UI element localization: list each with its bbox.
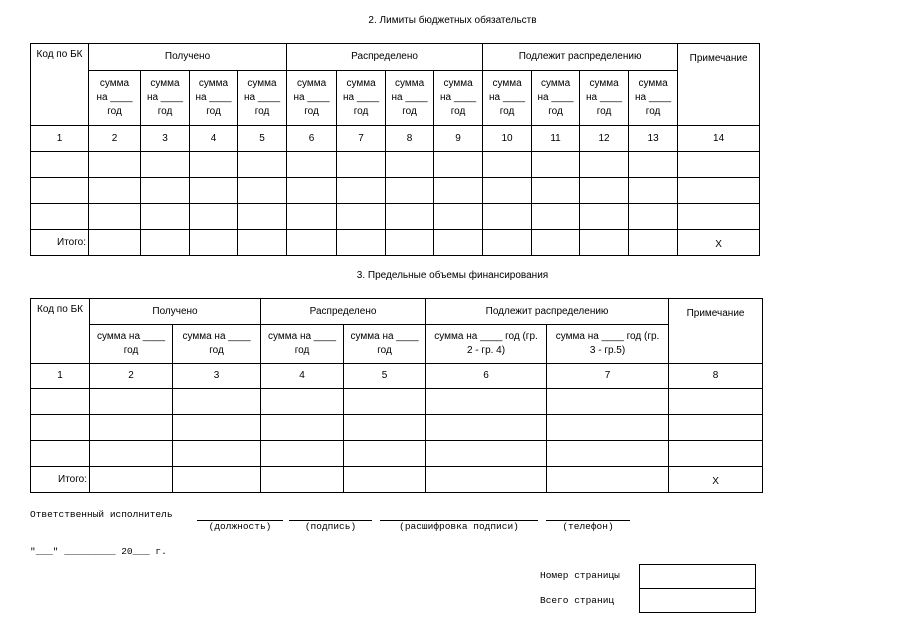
subheader-cell: сумма на ____ год xyxy=(532,71,580,126)
caption-phone: (телефон) xyxy=(562,521,614,532)
section3-title: 3. Предельные объемы финансирования xyxy=(356,270,549,281)
subheader-cell: сумма на ____ год xyxy=(629,71,678,126)
col-group-received: Получено xyxy=(89,44,287,71)
total-row xyxy=(31,230,760,256)
subheader-cell: сумма на ____ год (гр. 2 - гр. 4) xyxy=(426,325,547,364)
col-header-note: Примечание xyxy=(678,44,760,126)
column-number: 5 xyxy=(344,364,426,389)
column-number: 7 xyxy=(547,364,669,389)
column-number: 12 xyxy=(580,126,629,152)
column-number: 4 xyxy=(190,126,238,152)
page-number-box[interactable] xyxy=(639,564,756,589)
col-group-distributed: Распределено xyxy=(261,299,426,325)
column-number: 11 xyxy=(532,126,580,152)
responsible-label: Ответственный исполнитель xyxy=(30,509,173,520)
column-number: 7 xyxy=(337,126,386,152)
col-header-code: Код по БК xyxy=(31,299,90,364)
column-number: 3 xyxy=(173,364,261,389)
subheader-cell: сумма на ____ год xyxy=(386,71,434,126)
subheader-cell: сумма на ____ год xyxy=(238,71,287,126)
total-label: Итого: xyxy=(31,467,90,493)
caption-position: (должность) xyxy=(208,521,272,532)
col-group-distributed: Распределено xyxy=(287,44,483,71)
column-number-row xyxy=(31,126,760,152)
column-number-row xyxy=(31,364,763,389)
column-number: 6 xyxy=(287,126,337,152)
column-number: 13 xyxy=(629,126,678,152)
column-number: 14 xyxy=(678,126,760,152)
subheader-cell: сумма на ____ год xyxy=(434,71,483,126)
total-row xyxy=(31,467,763,493)
subheader-cell: сумма на ____ год xyxy=(287,71,337,126)
subheader-cell: сумма на ____ год xyxy=(90,325,173,364)
financing-volumes-table xyxy=(30,298,763,493)
col-group-received: Получено xyxy=(90,299,261,325)
table-row xyxy=(31,441,763,467)
subheader-cell: сумма на ____ год xyxy=(337,71,386,126)
total-note: X xyxy=(678,230,760,256)
column-number: 1 xyxy=(31,364,90,389)
subheader-cell: сумма на ____ год xyxy=(344,325,426,364)
subheader-cell: сумма на ____ год xyxy=(141,71,190,126)
table-row xyxy=(31,152,760,178)
subheader-cell: сумма на ____ год xyxy=(261,325,344,364)
column-number: 4 xyxy=(261,364,344,389)
table-row xyxy=(31,415,763,441)
col-header-code: Код по БК xyxy=(31,44,89,126)
caption-signature: (подпись) xyxy=(304,521,357,532)
total-pages-label: Всего страниц xyxy=(540,595,615,606)
table-row xyxy=(31,204,760,230)
column-number: 8 xyxy=(669,364,763,389)
col-group-to-distribute: Подлежит распределению xyxy=(426,299,669,325)
table-row xyxy=(31,178,760,204)
column-number: 5 xyxy=(238,126,287,152)
subheader-cell: сумма на ____ год xyxy=(190,71,238,126)
total-label: Итого: xyxy=(31,230,89,256)
column-number: 10 xyxy=(483,126,532,152)
column-number: 1 xyxy=(31,126,89,152)
column-number: 2 xyxy=(89,126,141,152)
subheader-cell: сумма на ____ год xyxy=(580,71,629,126)
date-line: "___" _________ 20___ г. xyxy=(30,546,167,557)
col-group-to-distribute: Подлежит распределению xyxy=(483,44,678,71)
caption-signature-decoding: (расшифровка подписи) xyxy=(399,521,519,532)
total-pages-box[interactable] xyxy=(639,588,756,613)
subheader-cell: сумма на ____ год (гр. 3 - гр.5) xyxy=(547,325,669,364)
subheader-cell: сумма на ____ год xyxy=(483,71,532,126)
total-note: X xyxy=(669,467,763,493)
section2-title: 2. Лимиты бюджетных обязательств xyxy=(368,15,537,26)
subheader-row xyxy=(31,71,760,126)
subheader-cell: сумма на ____ год xyxy=(89,71,141,126)
column-number: 6 xyxy=(426,364,547,389)
budget-limits-table xyxy=(30,43,760,256)
subheader-cell: сумма на ____ год xyxy=(173,325,261,364)
column-number: 9 xyxy=(434,126,483,152)
page-number-label: Номер страницы xyxy=(540,570,620,581)
table-row xyxy=(31,389,763,415)
column-number: 2 xyxy=(90,364,173,389)
column-number: 8 xyxy=(386,126,434,152)
col-header-note: Примечание xyxy=(669,299,763,364)
column-number: 3 xyxy=(141,126,190,152)
